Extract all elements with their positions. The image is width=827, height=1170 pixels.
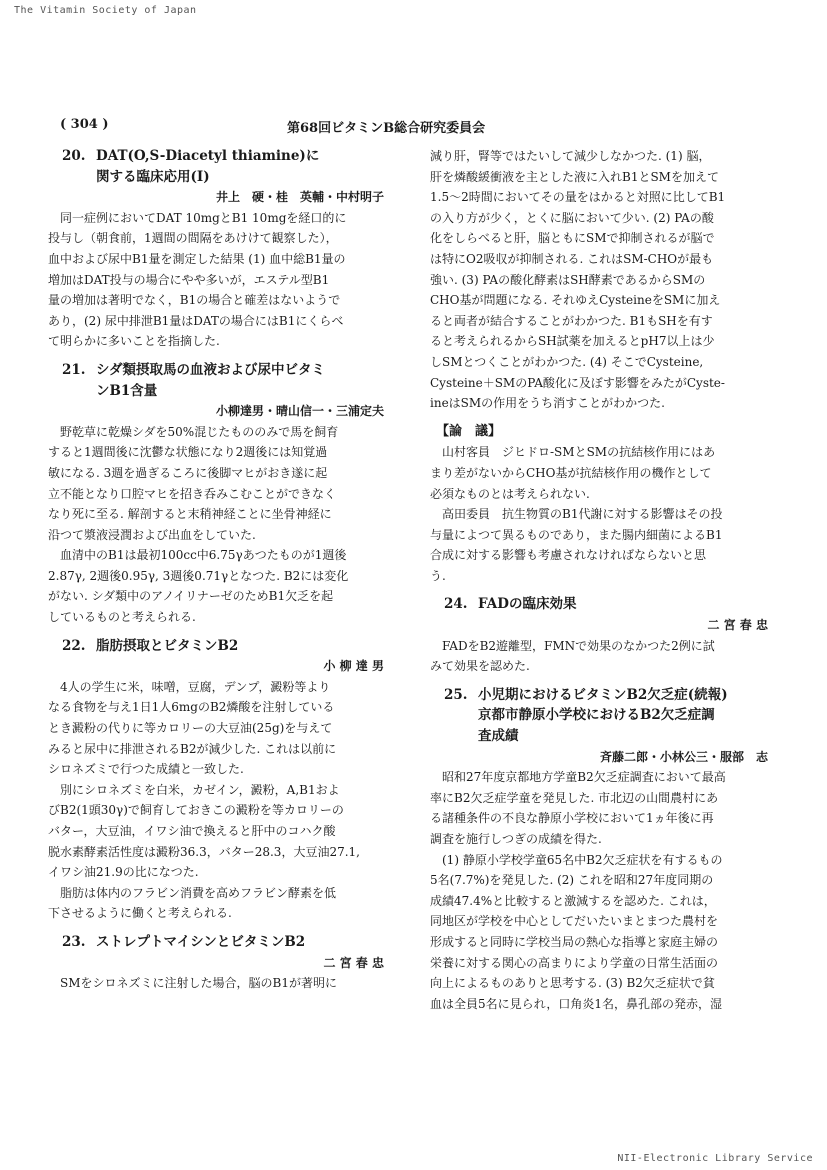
body-line: 2.87γ, 2週後0.95γ, 3週後0.71γとなつた. B2には変化 xyxy=(48,568,349,583)
body-line: 栄養に対する関心の高まりにより学童の日常生活面の xyxy=(430,955,719,970)
section-title: ストレプトマイシンとビタミンB2 xyxy=(96,933,306,950)
body-line: 率にB2欠乏症学童を発見した. 市北辺の山間農村にあ xyxy=(430,790,719,805)
body-line: 野乾草に乾燥シダを50%混じたもののみで馬を飼育 xyxy=(60,424,339,439)
body-line: 投与し（朝食前，1週間の間隔をあけけて観察した）， xyxy=(48,231,338,246)
section-title-cont: 関する臨床応用(I) xyxy=(96,168,210,185)
section-title: 小児期におけるビタミンB2欠乏症(続報) xyxy=(478,686,728,703)
body-line: ineはSMの作用をうち消すことがわかつた. xyxy=(430,396,665,411)
body-line: 山村客員 ジヒドロ-SMとSMの抗結核作用にはあ xyxy=(442,445,716,460)
body-line: なる食物を与え1日1人6mgのB2燐酸を注射している xyxy=(48,700,335,715)
author-line: 小 柳 達 男 xyxy=(323,659,384,674)
body-line: びB2(1頭30γ)で飼育しておきこの澱粉を等カロリーの xyxy=(48,803,344,818)
body-line: あり，(2) 尿中排泄B1量はDATの場合にはB1にくらべ xyxy=(48,313,344,328)
body-line: イワシ油21.9の比になつた. xyxy=(48,865,199,880)
body-line: て明らかに多いことを指摘した. xyxy=(48,334,220,349)
author-line: 井上 硬・桂 英輔・中村明子 xyxy=(215,190,384,205)
body-line: なり死に至る. 解剖すると末稍神経ことに坐骨神経に xyxy=(48,507,332,522)
body-line: 減り肝，腎等ではたいして減少しなかつた. (1) 脳， xyxy=(430,149,711,163)
body-line: 肝を燐酸緩衝液を主とした液に入れB1とSMを加えて xyxy=(430,169,719,184)
body-line: みて効果を認めた. xyxy=(430,659,530,674)
section-number: 20. xyxy=(62,148,86,164)
body-line: みると尿中に排泄されるB2が減少した. これは以前に xyxy=(48,741,337,756)
body-line: 別にシロネズミを白米，カゼイン，澱粉，A,B1およ xyxy=(60,782,340,797)
body-line: 脂肪は体内のフラビン消費を高めフラビン酵素を低 xyxy=(60,885,337,900)
section-title: FADの臨床効果 xyxy=(478,596,577,613)
body-line: の入り方が少く，とくに脳において少い. (2) PAの酸 xyxy=(430,210,714,225)
section-title: シダ類摂取馬の血液および尿中ビタミ xyxy=(96,361,325,378)
body-line: 沿つて漿液浸潤および出血をしていた. xyxy=(48,527,256,542)
section-21-heading xyxy=(48,360,394,381)
body-line: 立不能となり口腔マヒを招き呑みこむことができなく xyxy=(48,486,337,501)
page-number: ( 304 ) xyxy=(60,117,109,132)
body-line: 強い. (3) PAの酸化酵素はSH酵素であるからSMの xyxy=(430,272,706,287)
discussion-heading: 【論 議】 xyxy=(436,423,502,439)
section-title-cont: ンB1含量 xyxy=(96,382,158,399)
body-line: 高田委員 抗生物質のB1代謝に対する影響はその投 xyxy=(442,507,723,522)
body-line: 同地区が学校を中心としてだいたいまとまつた農村を xyxy=(430,914,719,929)
section-title: 脂肪摂取とビタミンB2 xyxy=(96,637,239,654)
body-line: まり差がないからCHO基が抗結核作用の機作として xyxy=(430,465,712,480)
body-line: バター，大豆油，イワシ油で換えると肝中のコハク酸 xyxy=(48,824,336,838)
body-line: う. xyxy=(430,568,446,583)
body-line: しSMとつくことがわかつた. (4) そこでCysteine, xyxy=(430,354,704,369)
left-column xyxy=(48,146,394,994)
body-line: SMをシロネズミに注射した場合，脳のB1が著明に xyxy=(60,976,337,991)
body-line: 増加はDAT投与の場合にやや多いが，エステル型B1 xyxy=(48,272,330,287)
section-25-heading xyxy=(430,685,778,706)
body-line: 昭和27年度京都地方学童B2欠乏症調査において最高 xyxy=(442,770,726,785)
body-line: 化をしらべると肝，脳ともにSMで抑制されるが脳で xyxy=(430,231,715,246)
running-title: 第68回ビタミンB総合研究委員会 xyxy=(287,121,486,136)
section-number: 23. xyxy=(62,933,86,950)
author-line: 二 宮 春 忠 xyxy=(707,618,768,633)
body-line: 血は全員5名に見られ，口角炎1名，鼻孔部の発赤，湿 xyxy=(430,996,722,1011)
body-line: FADをB2遊離型，FMNで効果のなかつた2例に試 xyxy=(442,638,715,653)
body-line: 下させるように働くと考えられる. xyxy=(48,906,232,921)
section-24-heading xyxy=(430,594,778,615)
body-line: 1.5～2時間においてその量をはかると対照に比してB1 xyxy=(430,190,726,205)
body-line: 血中および尿中B1量を測定した結果 (1) 血中総B1量の xyxy=(48,251,346,266)
body-line: がない. シダ類中のアノイリナーゼのためB1欠乏を起 xyxy=(48,589,334,604)
section-number: 25. xyxy=(444,686,468,703)
author-line: 二 宮 春 忠 xyxy=(323,955,384,970)
section-title-cont: 査成績 xyxy=(478,728,519,745)
body-line: (1) 静原小学校学童65名中B2欠乏症状を有するもの xyxy=(442,852,723,867)
section-number: 24. xyxy=(444,596,468,613)
body-line: シロネズミで行つた成績と一致した. xyxy=(48,762,244,777)
body-line: とき澱粉の代りに等カロリーの大豆油(25g)を与えて xyxy=(48,721,333,736)
body-line: は特にO2吸収が抑制される. これはSM-CHOが最も xyxy=(430,251,714,266)
body-line: すると1週間後に沈鬱な状態になり2週後には知覚過 xyxy=(48,445,328,460)
body-line: 成績47.4%と比較すると激減するを認めた. これは， xyxy=(430,893,716,908)
body-line: 脱水素酵素活性度は澱粉36.3，バター28.3，大豆油27.1, xyxy=(48,844,360,859)
section-title-cont: 京都市静原小学校におけるB2欠乏症調 xyxy=(478,707,715,724)
author-line: 斉藤二郎・小林公三・服部 志 xyxy=(599,749,768,764)
section-20-heading xyxy=(48,146,394,167)
body-line: る諸種条件の不良な静原小学校において1ヵ年後に再 xyxy=(430,811,714,826)
body-line: 4人の学生に米，味噌，豆腐，デンプ，澱粉等より xyxy=(60,679,331,694)
body-line: ると両者が結合することがわかつた. B1もSHを有す xyxy=(430,313,713,328)
library-footer: NII-Electronic Library Service xyxy=(617,1153,813,1164)
body-line: 形成すると同時に学校当局の熱心な指導と家庭主婦の xyxy=(430,934,719,949)
section-number: 21. xyxy=(62,361,86,378)
body-line: 敏になる. 3週を過ぎるころに後脚マヒがおき遂に起 xyxy=(48,465,328,480)
body-line: 合成に対する影響も考慮されなければならないと思 xyxy=(430,548,707,563)
body-line: 調査を施行しつぎの成績を得た. xyxy=(430,832,602,846)
body-line: ると考えられるからSH試薬を加えるとpH7以上は少 xyxy=(430,334,715,349)
body-line: 5名(7.7%)を発見した. (2) これを昭和27年度同期の xyxy=(430,873,714,888)
body-line: 向上によるものありと思考する. (3) B2欠乏症状で貧 xyxy=(430,976,715,991)
author-line: 小柳達男・晴山信一・三浦定夫 xyxy=(215,404,384,419)
body-line: CHO基が問題になる. それゆえCysteineをSMに加え xyxy=(430,293,721,308)
section-22-heading xyxy=(48,636,394,657)
body-line: 与量によつて異るものであり，また腸内細菌によるB1 xyxy=(430,527,723,542)
body-line: 量の増加は著明でなく，B1の場合と確差はないようで xyxy=(48,293,341,308)
section-number: 22. xyxy=(62,637,86,654)
section-title: DAT(O,S-Diacetyl thiamine)に xyxy=(96,148,320,164)
body-line: 必須なものとは考えられない. xyxy=(430,486,590,501)
body-line: しているものと考えられる. xyxy=(48,610,196,625)
right-column xyxy=(430,146,778,1014)
society-header: The Vitamin Society of Japan xyxy=(14,5,197,16)
body-line: Cysteine＋SMのPA酸化に及ぼす影響をみたがCyste- xyxy=(430,375,725,390)
body-line: 血清中のB1は最初100cc中6.75γあつたものが1週後 xyxy=(60,548,347,563)
body-line: 同一症例においてDAT 10mgとB1 10mgを経口的に xyxy=(60,210,347,225)
section-23-heading xyxy=(48,932,394,953)
